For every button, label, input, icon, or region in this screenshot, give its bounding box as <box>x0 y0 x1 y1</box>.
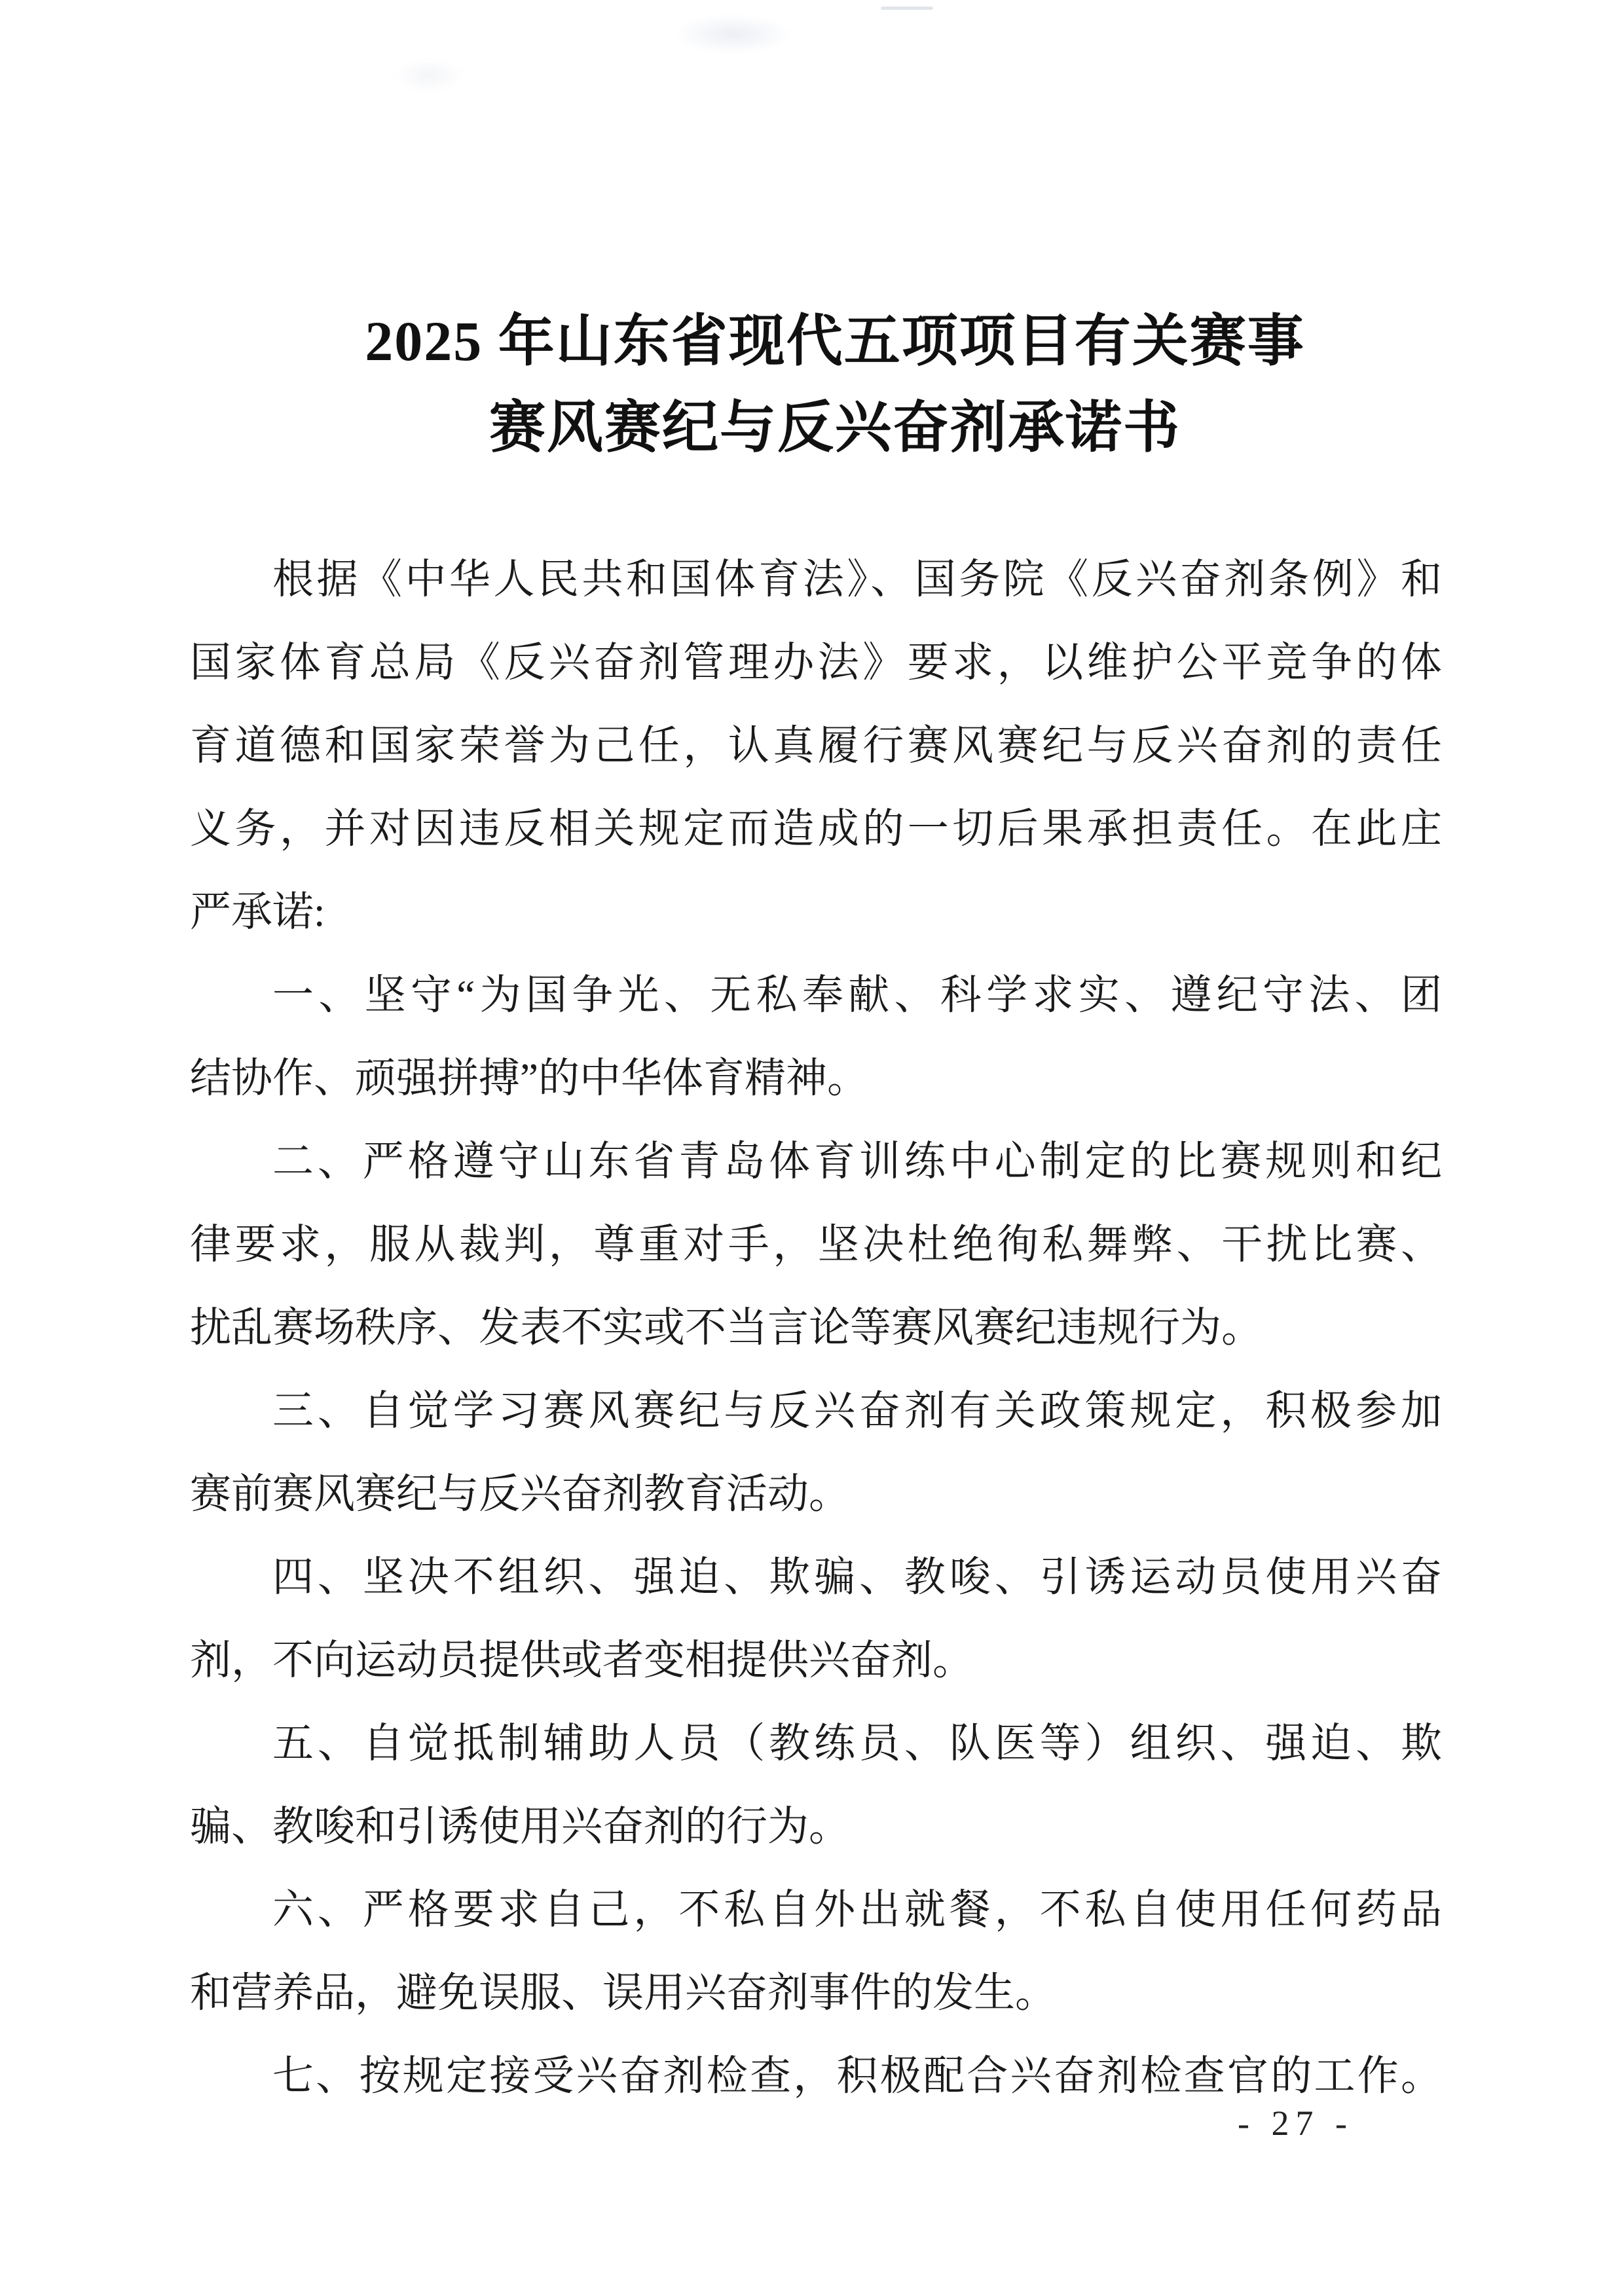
text-line-p1: 国家体育总局《反兴奋剂管理办法》要求，以维护公平竞争的体 <box>190 640 1442 685</box>
text-line-p6: 骗、教唆和引诱使用兴奋剂的行为。 <box>190 1804 850 1850</box>
page-number: - 27 - <box>1238 2104 1354 2143</box>
text-line-p4: 三、自觉学习赛风赛纪与反兴奋剂有关政策规定，积极参加 <box>272 1388 1442 1434</box>
scan-artifact <box>674 14 792 54</box>
text-line-p5: 剂，不向运动员提供或者变相提供兴奋剂。 <box>190 1637 974 1683</box>
document-title-line-1: 2025 年山东省现代五项项目有关赛事 <box>365 310 1305 373</box>
text-line-p7: 六、严格要求自己，不私自外出就餐，不私自使用任何药品 <box>272 1887 1442 1933</box>
text-line-p3: 二、严格遵守山东省青岛体育训练中心制定的比赛规则和纪 <box>272 1139 1442 1184</box>
text-line-p1: 严承诺: <box>190 889 325 935</box>
text-line-p2: 结协作、顽强拼搏”的中华体育精神。 <box>190 1055 868 1101</box>
document-title-line-2: 赛风赛纪与反兴奋剂承诺书 <box>489 396 1181 459</box>
text-line-p3: 扰乱赛场秩序、发表不实或不当言论等赛风赛纪违规行为。 <box>190 1305 1263 1351</box>
text-line-p1: 育道德和国家荣誉为己任，认真履行赛风赛纪与反兴奋剂的责任 <box>190 723 1442 769</box>
text-line-p7: 和营养品，避免误服、误用兴奋剂事件的发生。 <box>190 1970 1056 2016</box>
text-line-p8: 七、按规定接受兴奋剂检查，积极配合兴奋剂检查官的工作。 <box>272 2053 1442 2099</box>
text-line-p5: 四、坚决不组织、强迫、欺骗、教唆、引诱运动员使用兴奋 <box>272 1554 1442 1600</box>
scan-artifact <box>393 59 465 92</box>
text-line-p1: 根据《中华人民共和国体育法》、国务院《反兴奋剂条例》和 <box>272 556 1442 602</box>
text-line-p2: 一、坚守“为国争光、无私奉献、科学求实、遵纪守法、团 <box>272 972 1442 1018</box>
scan-artifact <box>881 7 933 10</box>
text-line-p6: 五、自觉抵制辅助人员（教练员、队医等）组织、强迫、欺 <box>272 1721 1442 1766</box>
text-line-p1: 义务，并对因违反相关规定而造成的一切后果承担责任。在此庄 <box>190 806 1442 852</box>
document-body <box>190 538 1442 2118</box>
text-line-p3: 律要求，服从裁判，尊重对手，坚决杜绝徇私舞弊、干扰比赛、 <box>190 1222 1442 1267</box>
document-title <box>46 298 1624 471</box>
text-line-p4: 赛前赛风赛纪与反兴奋剂教育活动。 <box>190 1471 850 1517</box>
